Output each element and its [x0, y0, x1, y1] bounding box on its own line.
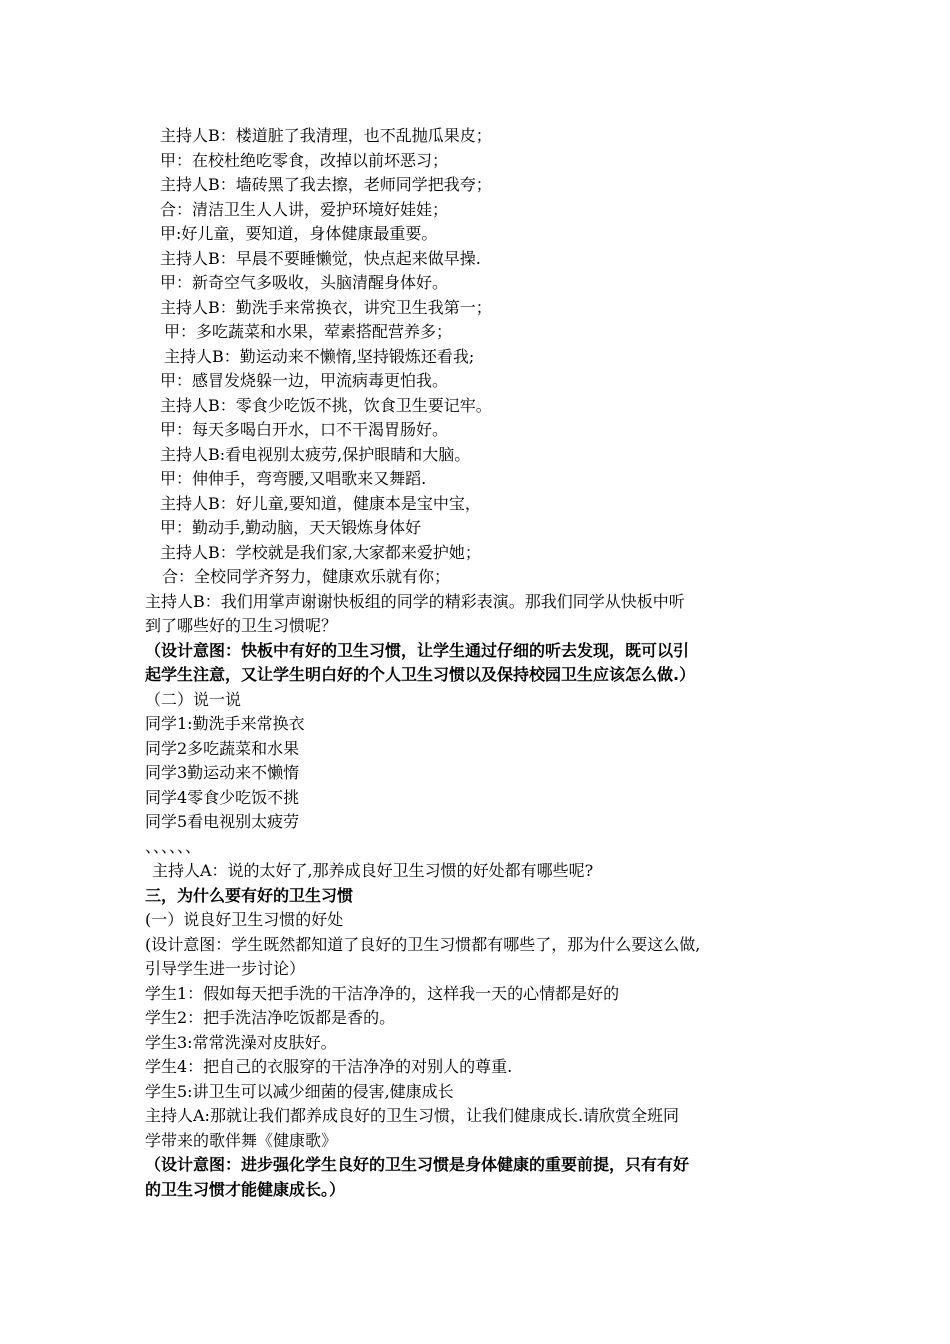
benefit-line: 学生5:讲卫生可以减少细菌的侵害,健康成长 [145, 1081, 454, 1101]
design-intent-line: （设计意图：进步强化学生良好的卫生习惯是身体健康的重要前提，只有有好 [145, 1155, 690, 1174]
kuaiban-line: 合：全校同学齐努力，健康欢乐就有你； [162, 567, 451, 586]
design-intent-line: 的卫生习惯才能健康成长。） [145, 1179, 346, 1199]
host-a-closing-line: 主持人A:那就让我们都养成良好的卫生习惯，让我们健康成长.请欣赏全班同 [145, 1106, 680, 1125]
kuaiban-line: 主持人B：楼道脏了我清理，也不乱抛瓜果皮； [160, 126, 492, 145]
kuaiban-line: 主持人B:看电视别太疲劳,保护眼睛和大脑。 [160, 444, 471, 464]
kuaiban-line: 甲：伸伸手，弯弯腰,又唱歌来又舞蹈. [160, 469, 427, 488]
kuaiban-line: 甲：在校杜绝吃零食，改掉以前坏恶习； [160, 150, 449, 170]
kuaiban-line: 甲：每天多喝白开水，口不干渴胃肠好。 [160, 420, 449, 439]
host-a-question: 主持人A：说的太好了,那养成良好卫生习惯的好处都有哪些呢? [152, 861, 594, 880]
host-a-closing-line: 学带来的歌伴舞《健康歌》 [145, 1130, 338, 1150]
student-say-line: 同学3勤运动来不懒惰 [145, 763, 300, 782]
kuaiban-line: 甲:好儿童，要知道，身体健康最重要。 [160, 224, 438, 243]
benefit-line: 学生2：把手洗洁净吃饭都是香的。 [145, 1008, 396, 1027]
kuaiban-line: 主持人B：勤运动来不懒惰,坚持锻炼还看我; [164, 346, 475, 366]
benefit-line: 学生1：假如每天把手洗的干洁净净的，这样我一天的心情都是好的 [145, 983, 620, 1003]
student-say-line: 同学4零食少吃饭不挑 [145, 787, 300, 807]
host-b-thanks-line: 主持人B：我们用掌声谢谢快板组的同学的精彩表演。那我们同学从快板中听 [145, 591, 685, 611]
kuaiban-line: 甲：勤动手,勤动脑，天天锻炼身体好 [160, 518, 422, 537]
ellipsis-line: 、、、、、、 [145, 836, 202, 856]
design-intent-line: 引导学生进一步讨论） [145, 959, 306, 978]
kuaiban-line: 主持人B：勤洗手来常换衣，讲究卫生我第一； [160, 297, 492, 317]
kuaiban-line: 主持人B：早晨不要睡懒觉，快点起来做早操. [160, 248, 481, 268]
benefit-line: 学生4：把自己的衣服穿的干洁净净的对别人的尊重. [145, 1057, 513, 1076]
kuaiban-line: 甲：新奇空气多吸收，头脑清醒身体好。 [160, 273, 449, 292]
host-b-thanks-line: 到了哪些好的卫生习惯呢？ [145, 616, 338, 635]
kuaiban-line: 甲：感冒发烧躲一边，甲流病毒更怕我。 [160, 371, 449, 390]
document-body [0, 124, 950, 1202]
section-two-title: （二）说一说 [145, 689, 242, 709]
student-say-line: 同学5看电视别太疲劳 [145, 812, 300, 831]
kuaiban-line: 主持人B：零食少吃饭不挑，饮食卫生要记牢。 [160, 395, 492, 415]
student-say-line: 同学1:勤洗手来常换衣 [145, 714, 305, 733]
section-three-title: 三，为什么要有好的卫生习惯 [145, 885, 354, 905]
design-intent-line: （设计意图：快板中有好的卫生习惯，让学生通过仔细的听去发现，既可以引 [145, 640, 690, 660]
benefit-line: 学生3:常常洗澡对皮肤好。 [145, 1032, 337, 1052]
student-say-line: 同学2多吃蔬菜和水果 [145, 738, 300, 758]
kuaiban-line: 甲：多吃蔬菜和水果，荤素搭配营养多； [164, 322, 453, 341]
design-intent-line: 起学生注意，又让学生明白好的个人卫生习惯以及保持校园卫生应该怎么做.） [145, 665, 696, 684]
kuaiban-line: 主持人B：好儿童,要知道，健康本是宝中宝， [160, 493, 481, 513]
subsection-one-title: (一）说良好卫生习惯的好处 [145, 910, 344, 929]
design-intent-line: (设计意图：学生既然都知道了良好的卫生习惯都有哪些了，那为什么要这么做, [145, 934, 701, 954]
kuaiban-line: 主持人B：墙砖黑了我去擦，老师同学把我夸； [160, 175, 492, 194]
kuaiban-line: 主持人B：学校就是我们家,大家都来爱护她； [160, 542, 481, 562]
kuaiban-line: 合：清洁卫生人人讲，爱护环境好娃娃； [160, 199, 449, 219]
kuaiban-section [0, 124, 950, 590]
